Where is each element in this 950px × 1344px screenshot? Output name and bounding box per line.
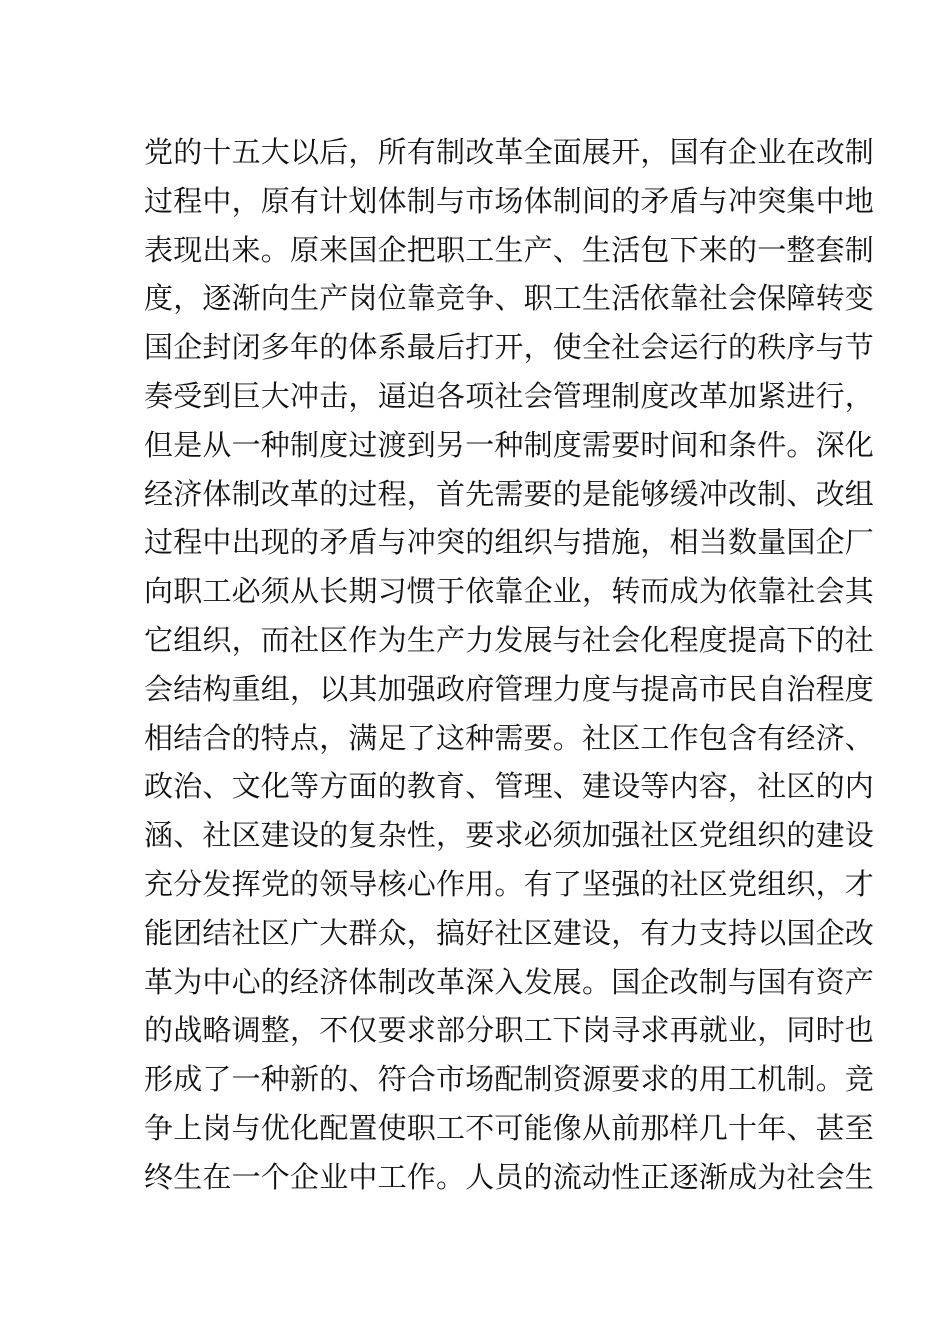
body-paragraph (144, 128, 875, 1202)
text-line: 度，逐渐向生产岗位靠竞争、职工生活依靠社会保障转变 (144, 281, 875, 316)
text-line: 形成了一种新的、符合市场配制资源要求的用工机制。竞 (144, 1062, 875, 1097)
text-line: 的战略调整，不仅要求部分职工下岗寻求再就业，同时也 (144, 1013, 875, 1048)
text-line: 争上岗与优化配置使职工不可能像从前那样几十年、甚至 (144, 1110, 875, 1145)
text-line: 奏受到巨大冲击，逼迫各项社会管理制度改革加紧进行， (144, 378, 875, 413)
text-line: 过程中，原有计划体制与市场体制间的矛盾与冲突集中地 (144, 183, 875, 218)
text-line: 政治、文化等方面的教育、管理、建设等内容，社区的内 (144, 769, 875, 804)
text-line: 充分发挥党的领导核心作用。有了坚强的社区党组织，才 (144, 866, 875, 901)
text-line: 它组织，而社区作为生产力发展与社会化程度提高下的社 (144, 622, 875, 657)
text-line: 国企封闭多年的体系最后打开，使全社会运行的秩序与节 (144, 330, 875, 365)
text-line: 党的十五大以后，所有制改革全面展开，国有企业在改制 (144, 135, 875, 169)
text-line: 向职工必须从长期习惯于依靠企业，转而成为依靠社会其 (144, 574, 875, 609)
text-line: 经济体制改革的过程，首先需要的是能够缓冲改制、改组 (144, 476, 875, 511)
text-line: 相结合的特点，满足了这种需要。社区工作包含有经济、 (144, 720, 875, 755)
text-line: 革为中心的经济体制改革深入发展。国企改制与国有资产 (144, 964, 875, 999)
text-line: 能团结社区广大群众，搞好社区建设，有力支持以国企改 (144, 915, 875, 950)
text-line: 表现出来。原来国企把职工生产、生活包下来的一整套制 (144, 232, 875, 267)
text-line: 会结构重组，以其加强政府管理力度与提高市民自治程度 (144, 671, 875, 706)
text-line: 过程中出现的矛盾与冲突的组织与措施，相当数量国企厂 (144, 525, 875, 560)
text-line: 但是从一种制度过渡到另一种制度需要时间和条件。深化 (144, 427, 875, 462)
text-line: 终生在一个企业中工作。人员的流动性正逐渐成为社会生 (144, 1159, 875, 1194)
text-line: 涵、社区建设的复杂性，要求必须加强社区党组织的建设 (144, 818, 875, 853)
